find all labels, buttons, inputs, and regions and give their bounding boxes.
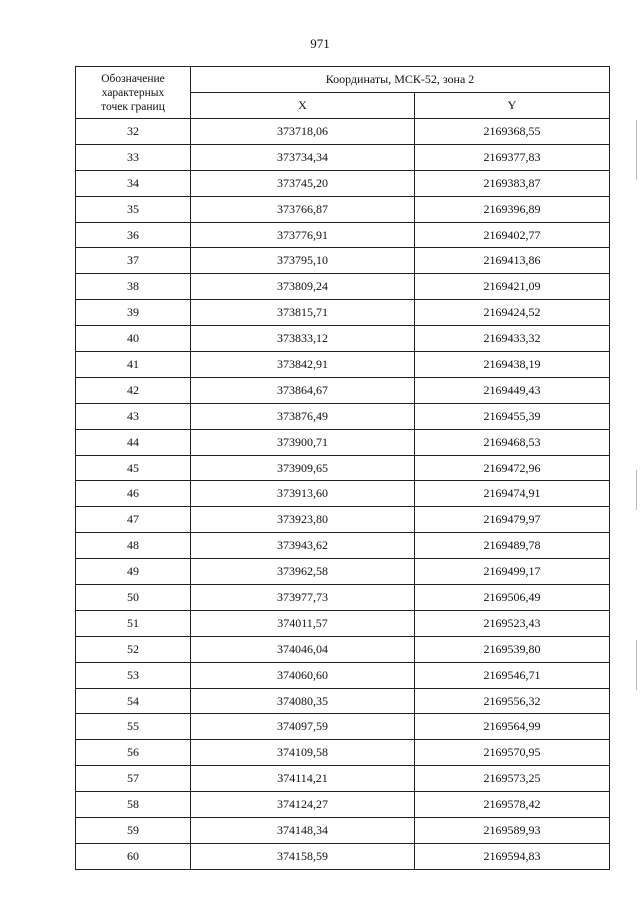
point-cell: 32: [76, 119, 191, 145]
table-row: [76, 662, 610, 688]
y-cell: 2169570,95: [415, 740, 610, 766]
table-row: [76, 403, 610, 429]
scan-edge-mark: [636, 120, 637, 180]
table-row: [76, 274, 610, 300]
x-cell: 373923,80: [191, 507, 415, 533]
x-cell: 374158,59: [191, 843, 415, 869]
point-cell: 33: [76, 144, 191, 170]
table-row: [76, 248, 610, 274]
x-cell: 373809,24: [191, 274, 415, 300]
table-body: [76, 119, 610, 870]
table-row: [76, 792, 610, 818]
y-cell: 2169368,55: [415, 119, 610, 145]
point-cell: 43: [76, 403, 191, 429]
x-cell: 373776,91: [191, 222, 415, 248]
y-cell: 2169413,86: [415, 248, 610, 274]
y-cell: 2169472,96: [415, 455, 610, 481]
y-cell: 2169499,17: [415, 559, 610, 585]
table-row: [76, 300, 610, 326]
point-cell: 44: [76, 429, 191, 455]
point-cell: 51: [76, 610, 191, 636]
x-cell: 373842,91: [191, 352, 415, 378]
scan-edge-mark: [636, 640, 637, 690]
x-cell: 373718,06: [191, 119, 415, 145]
point-cell: 35: [76, 196, 191, 222]
x-cell: 373815,71: [191, 300, 415, 326]
x-cell: 373734,34: [191, 144, 415, 170]
table-row: [76, 507, 610, 533]
point-cell: 59: [76, 818, 191, 844]
x-cell: 373876,49: [191, 403, 415, 429]
x-cell: 374080,35: [191, 688, 415, 714]
y-cell: 2169539,80: [415, 636, 610, 662]
point-cell: 58: [76, 792, 191, 818]
point-cell: 49: [76, 559, 191, 585]
y-cell: 2169455,39: [415, 403, 610, 429]
x-cell: 373900,71: [191, 429, 415, 455]
table-row: [76, 610, 610, 636]
table-row: [76, 559, 610, 585]
y-cell: 2169377,83: [415, 144, 610, 170]
y-cell: 2169589,93: [415, 818, 610, 844]
table-row: [76, 377, 610, 403]
table-row: [76, 119, 610, 145]
y-cell: 2169396,89: [415, 196, 610, 222]
x-cell: 373913,60: [191, 481, 415, 507]
point-cell: 53: [76, 662, 191, 688]
table-row: [76, 636, 610, 662]
x-cell: 373745,20: [191, 170, 415, 196]
point-cell: 57: [76, 766, 191, 792]
point-cell: 36: [76, 222, 191, 248]
point-cell: 47: [76, 507, 191, 533]
y-cell: 2169449,43: [415, 377, 610, 403]
table-row: [76, 818, 610, 844]
point-cell: 37: [76, 248, 191, 274]
y-cell: 2169402,77: [415, 222, 610, 248]
header-point-label: [76, 67, 191, 119]
point-cell: 46: [76, 481, 191, 507]
x-cell: 374114,21: [191, 766, 415, 792]
table-row: [76, 170, 610, 196]
point-cell: 39: [76, 300, 191, 326]
y-cell: 2169479,97: [415, 507, 610, 533]
x-cell: 373977,73: [191, 585, 415, 611]
y-cell: 2169433,32: [415, 326, 610, 352]
table-row: [76, 352, 610, 378]
y-cell: 2169424,52: [415, 300, 610, 326]
point-cell: 34: [76, 170, 191, 196]
table-row: [76, 766, 610, 792]
point-cell: 50: [76, 585, 191, 611]
y-cell: 2169506,49: [415, 585, 610, 611]
point-cell: 52: [76, 636, 191, 662]
point-cell: 48: [76, 533, 191, 559]
table-row: [76, 144, 610, 170]
point-cell: 38: [76, 274, 191, 300]
table-row: [76, 714, 610, 740]
y-cell: 2169438,19: [415, 352, 610, 378]
y-cell: 2169594,83: [415, 843, 610, 869]
table-row: [76, 196, 610, 222]
x-cell: 374148,34: [191, 818, 415, 844]
x-cell: 373766,87: [191, 196, 415, 222]
x-cell: 374046,04: [191, 636, 415, 662]
point-cell: 60: [76, 843, 191, 869]
x-cell: 374060,60: [191, 662, 415, 688]
x-cell: 373962,58: [191, 559, 415, 585]
x-cell: 373833,12: [191, 326, 415, 352]
table-row: [76, 843, 610, 869]
header-label-line-2: характерных: [101, 86, 165, 99]
point-cell: 42: [76, 377, 191, 403]
y-cell: 2169578,42: [415, 792, 610, 818]
header-label-line-3: точек границ: [101, 100, 165, 113]
x-cell: 374097,59: [191, 714, 415, 740]
point-cell: 40: [76, 326, 191, 352]
table-row: [76, 429, 610, 455]
y-cell: 2169468,53: [415, 429, 610, 455]
x-cell: 373864,67: [191, 377, 415, 403]
table-row: [76, 585, 610, 611]
y-cell: 2169489,78: [415, 533, 610, 559]
x-cell: 374124,27: [191, 792, 415, 818]
y-cell: 2169556,32: [415, 688, 610, 714]
y-cell: 2169546,71: [415, 662, 610, 688]
y-cell: 2169421,09: [415, 274, 610, 300]
y-cell: 2169564,99: [415, 714, 610, 740]
table-row: [76, 222, 610, 248]
table-row: [76, 533, 610, 559]
table-row: [76, 688, 610, 714]
table-row: [76, 455, 610, 481]
header-x: X: [191, 93, 415, 119]
point-cell: 55: [76, 714, 191, 740]
scan-edge-mark: [636, 470, 637, 510]
header-y: Y: [415, 93, 610, 119]
x-cell: 373909,65: [191, 455, 415, 481]
y-cell: 2169573,25: [415, 766, 610, 792]
point-cell: 54: [76, 688, 191, 714]
page-number: 971: [310, 36, 330, 51]
header-label-line-1: Обозначение: [101, 72, 165, 85]
x-cell: 374109,58: [191, 740, 415, 766]
coordinates-table: [75, 66, 610, 870]
x-cell: 373795,10: [191, 248, 415, 274]
point-cell: 41: [76, 352, 191, 378]
table-row: [76, 481, 610, 507]
y-cell: 2169523,43: [415, 610, 610, 636]
point-cell: 45: [76, 455, 191, 481]
point-cell: 56: [76, 740, 191, 766]
x-cell: 374011,57: [191, 610, 415, 636]
table-row: [76, 740, 610, 766]
y-cell: 2169383,87: [415, 170, 610, 196]
y-cell: 2169474,91: [415, 481, 610, 507]
x-cell: 373943,62: [191, 533, 415, 559]
header-coordinates: Координаты, МСК-52, зона 2: [191, 67, 610, 93]
table-row: [76, 326, 610, 352]
